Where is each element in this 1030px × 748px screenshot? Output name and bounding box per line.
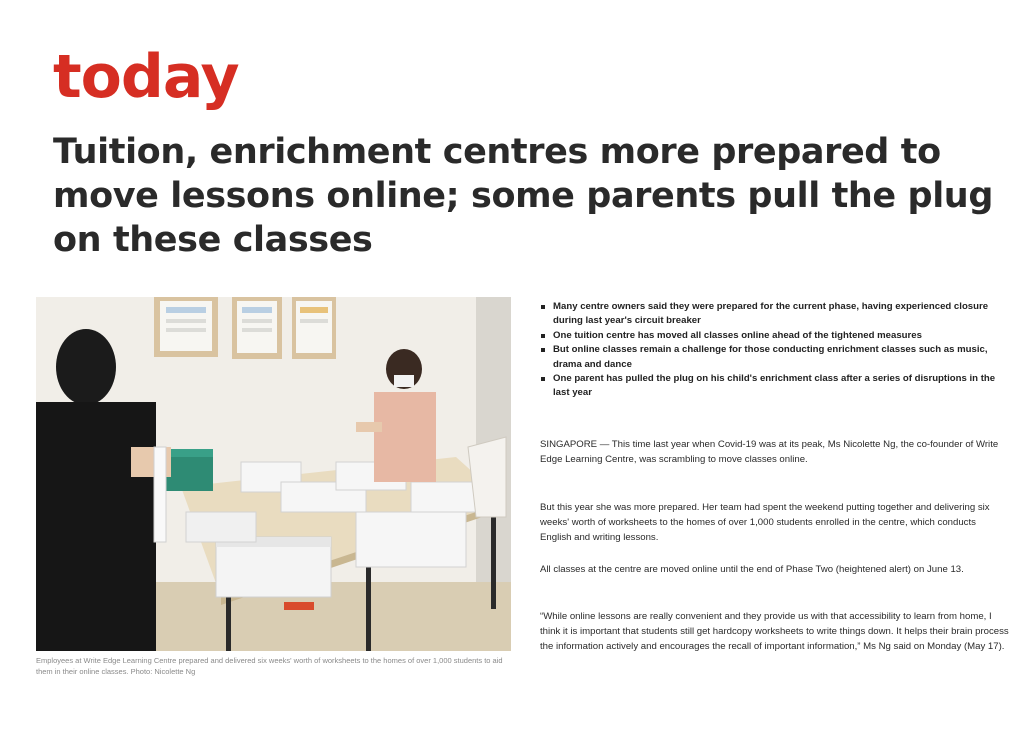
article-paragraph: But this year she was more prepared. Her team had spent the weekend putting together and delivering six weeks' worth of worksheets to the homes of over 1,000 students enrolled in the centre, which conducts English and writing lessons. <box>540 502 990 543</box>
highlight-item: Many centre owners said they were prepared for the current phase, having experienced closure during last year's circuit breaker <box>540 300 1010 329</box>
wall-frame <box>154 297 218 357</box>
article-headline: Tuition, enrichment centres more prepared to move lessons online; some parents pull the plug on these classes <box>53 132 993 260</box>
highlight-item: But online classes remain a challenge for those conducting enrichment classes such as music, drama and dance <box>540 343 1010 372</box>
article-photo <box>36 297 511 651</box>
today-logo[interactable]: today <box>53 42 239 112</box>
highlight-item: One parent has pulled the plug on his child's enrichment class after a series of disruptions in the last year <box>540 372 1010 401</box>
highlight-item: One tuition centre has moved all classes online ahead of the tightened measures <box>540 329 1010 343</box>
article-paragraph: SINGAPORE — This time last year when Covid-19 was at its peak, Ms Nicolette Ng, the co-founder of Write Edge Learning Centre, was scrambling to move classes online. <box>540 439 999 465</box>
wall-frame <box>292 297 336 359</box>
article-highlights <box>540 300 1010 401</box>
article-paragraph: All classes at the centre are moved online until the end of Phase Two (heightened alert) on June 13. <box>540 564 964 575</box>
wall-frame <box>232 297 282 359</box>
photo-caption: Employees at Write Edge Learning Centre prepared and delivered six weeks' worth of worksheets to the homes of over 1,000 students to aid them in their online classes. Photo: Nicolette Ng <box>36 656 503 676</box>
article-paragraph: “While online lessons are really convenient and they provide us with that accessibility to learn from home, I think it is important that students still get hardcopy worksheets to write things down. It helps their brain process the information actively and encourages the recall of important information,” Ms Ng said on Monday (May 17). <box>540 611 1009 652</box>
